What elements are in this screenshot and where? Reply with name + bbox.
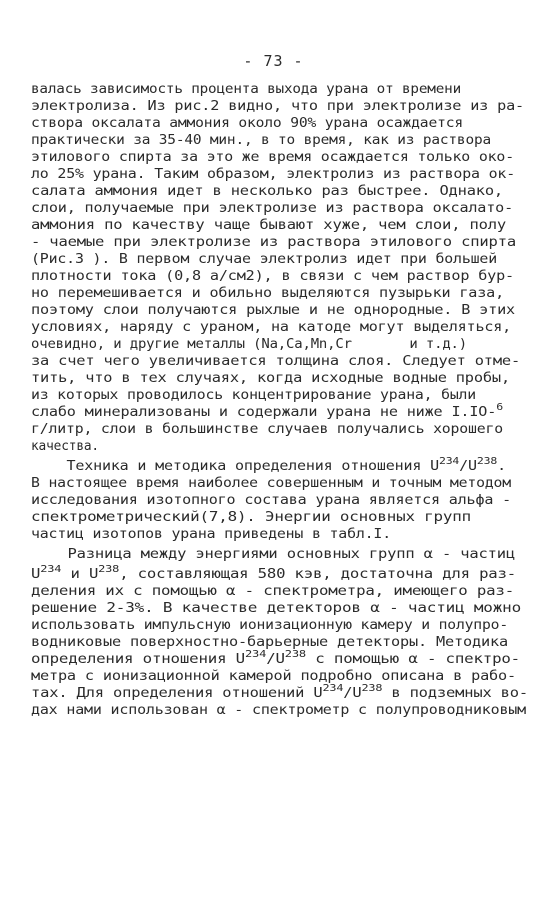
text-line: из которых проводилось концентрирование урана, были: [31, 388, 476, 403]
text-line: дах нами использован α - спектрометр с полупроводниковым: [31, 703, 526, 718]
text-line: поэтому слои получаются рыхлые и не однородные. В этих: [31, 303, 515, 318]
text-line: ло 25% урана. Таким образом, электролиз из раствора ок-: [31, 167, 515, 182]
text-line: аммония по качеству чаще бывают хуже, чем слои, полу: [31, 218, 506, 233]
text-line: исследования изотопного состава урана является альфа -: [31, 493, 511, 508]
text-line: $U^{234}$ и $U^{238}$, составляющая 580 кэв, достаточна для раз-: [31, 564, 516, 582]
text-line: Техника и методика определения отношения $U^{234}/U^{238}$.: [31, 456, 507, 474]
text-line: салата аммония идет в несколько раз быстрее. Однако,: [31, 184, 503, 199]
text-line: этилового спирта за это же время осаждается только око-: [31, 150, 514, 165]
text-line: В настоящее время наиболее совершенным и точным методом: [31, 476, 512, 491]
text-line: створа оксалата аммония около 90% урана осаждается: [31, 116, 463, 131]
page-number: - 73 -: [243, 52, 304, 70]
text-line: тах. Для определения отношений $U^{234}/U^{238}$ в подземных во-: [31, 683, 528, 701]
text-line: определения отношения $U^{234}/U^{238}$ с помощью α - спектро-: [31, 649, 520, 667]
text-line: - чаемые при электролизе из раствора этилового спирта: [31, 235, 516, 250]
text-line: но перемешивается и обильно выделяются пузырьки газа,: [31, 286, 505, 301]
text-line: метра с ионизационной камерой подробно описана в рабо-: [31, 669, 516, 684]
text-line: Разница между энергиями основных групп α - частиц: [31, 547, 515, 562]
text-line: решение 2-3%. В качестве детекторов α - частиц можно: [31, 601, 521, 616]
text-line: (Рис.3 ). В первом случае электролиз идет при большей: [31, 252, 497, 267]
text-line: использовать импульсную ионизационную камеру и полупро-: [31, 618, 509, 633]
text-line: деления их с помощью α - спектрометра, имеющего раз-: [31, 584, 514, 599]
text-line: качества.: [31, 439, 99, 454]
text-line: слои, получаемые при электролизе из раствора оксалато-: [31, 201, 513, 216]
text-line: плотности тока (0,8 а/см2), в связи с чем раствор бур-: [31, 269, 514, 284]
text-line: практически за 35-40 мин., в то время, как из раствора: [31, 133, 491, 148]
text-line: очевидно, и другие металлы (Na,Ca,Mn,Cr и т.д.): [31, 337, 467, 352]
text-line: за счет чего увеличивается толщина слоя. Следует отме-: [31, 354, 520, 369]
text-line: условиях, наряду с ураном, на катоде могут выделяться,: [31, 320, 511, 335]
text-line: слабо минерализованы и содержали урана не ниже I.IO-$^6$: [31, 402, 503, 420]
text-line: г/литр, слои в большинстве случаев получались хорошего: [31, 422, 503, 437]
text-line: частиц изотопов урана приведены в табл.I.: [31, 527, 391, 542]
text-line: спектрометрический(7,8). Энергии основных групп: [31, 510, 471, 525]
text-line: водниковые поверхностно-барьерные детекторы. Методика: [31, 635, 508, 650]
text-line: валась зависимость процента выхода урана от времени: [31, 82, 461, 97]
text-line: тить, что в тех случаях, когда исходные водные пробы,: [31, 371, 510, 386]
text-line: электролиза. Из рис.2 видно, что при электролизе из ра-: [31, 99, 524, 114]
